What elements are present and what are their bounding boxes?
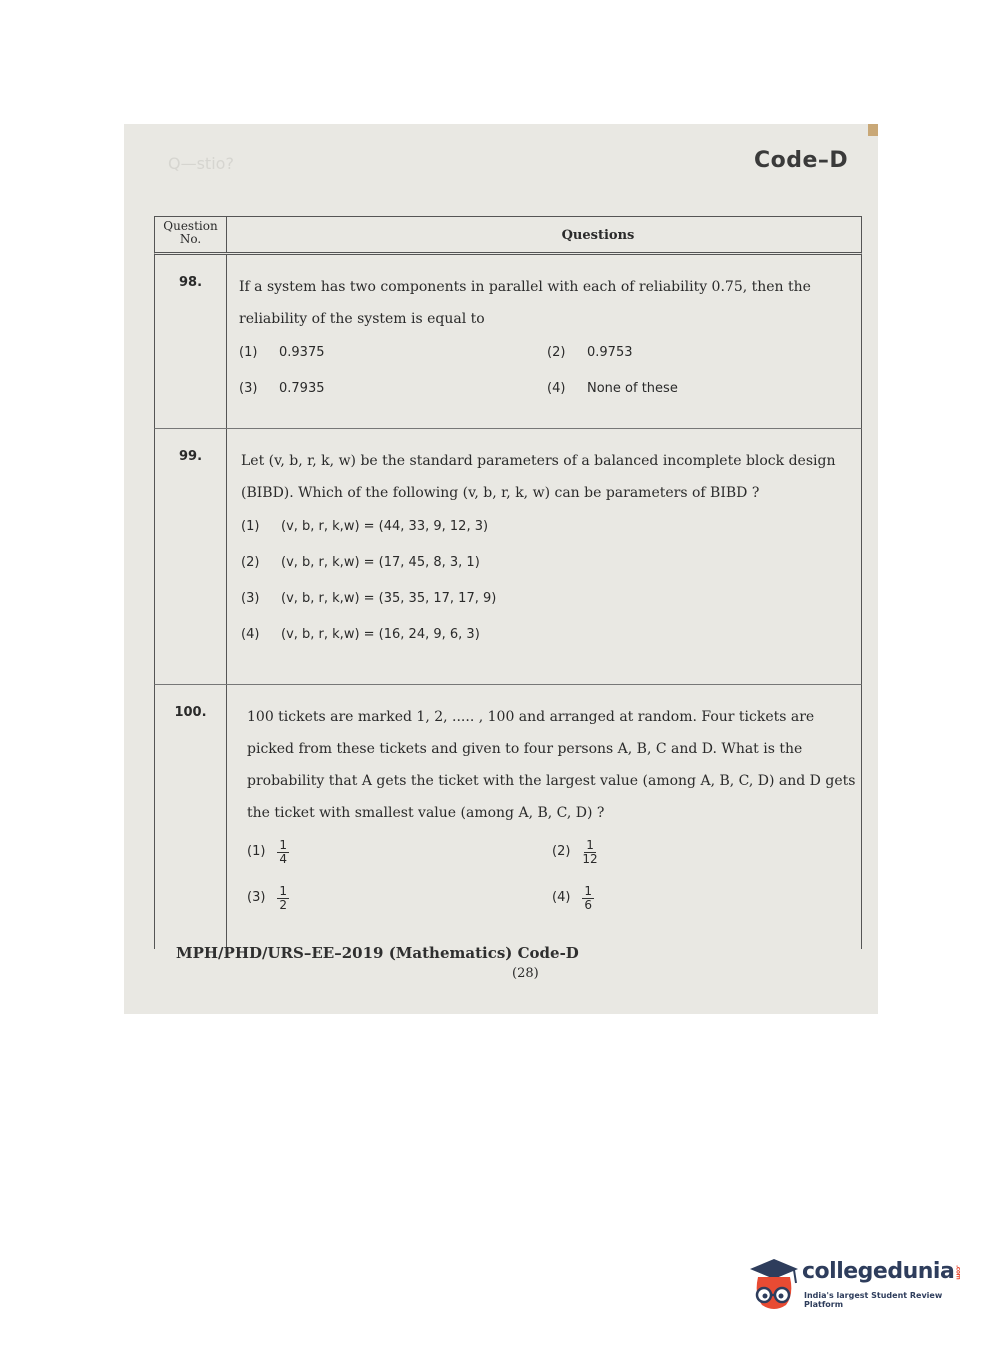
option-4: (4) None of these — [547, 381, 678, 396]
logo-tagline: India's largest Student Review Platform — [804, 1291, 943, 1309]
fraction: $\frac{1}{2}$ — [279, 883, 288, 912]
page-number: (28) — [512, 966, 539, 981]
question-number: 100. — [155, 685, 227, 949]
logo-wordmark: collegedunia.com — [802, 1259, 962, 1284]
questions-table — [154, 216, 862, 949]
option-1: (1) 0.9375 — [239, 345, 325, 360]
question-text: 100 tickets are marked 1, 2, ..... , 100 and arranged at random. Four tickets are picked from these tickets and given to four persons A, B, C and D. What is the probability that A gets the ticket with the largest value (among A, B, C, D) and D gets the ticket with smallest value (among A, B, C, D) ? — [247, 709, 856, 821]
question-no-header: Question No. — [155, 217, 227, 252]
option-1: (1) $\frac{1}{4}$ — [247, 837, 288, 866]
code-label: Code–D — [754, 148, 849, 173]
option-2: (2) $\frac{1}{12}$ — [552, 837, 598, 866]
fraction: $\frac{1}{12}$ — [582, 837, 598, 866]
option-3: (3) 0.7935 — [239, 381, 325, 396]
question-text: Let (v, b, r, k, w) be the standard parameters of a balanced incomplete block design (BIBD). Which of the following (v, b, r, k, w) can be parameters of BIBD ? — [241, 453, 836, 501]
option-2: (2) 0.9753 — [547, 345, 633, 360]
page-corner-tab — [868, 124, 878, 136]
questions-header: Questions — [561, 228, 635, 243]
scanned-exam-page — [124, 124, 878, 1014]
faint-header-text: Q—stio? — [168, 154, 234, 173]
option-4: (4) (v, b, r, k,w) = (16, 24, 9, 6, 3) — [241, 627, 480, 642]
options — [247, 829, 857, 921]
options — [239, 335, 855, 407]
question-number: 98. — [155, 255, 227, 428]
page-footer: MPH/PHD/URS–EE–2019 (Mathematics) Code-D — [176, 944, 579, 962]
question-row-99 — [154, 429, 862, 685]
option-1: (1) (v, b, r, k,w) = (44, 33, 9, 12, 3) — [241, 519, 489, 534]
table-header — [154, 216, 862, 255]
option-2: (2) (v, b, r, k,w) = (17, 45, 8, 3, 1) — [241, 555, 480, 570]
question-number: 99. — [155, 429, 227, 684]
options — [241, 509, 857, 653]
student-mascot-icon — [744, 1255, 804, 1313]
question-row-100 — [154, 685, 862, 949]
question-row-98 — [154, 255, 862, 429]
fraction: $\frac{1}{6}$ — [584, 883, 593, 912]
option-3: (3) $\frac{1}{2}$ — [247, 883, 288, 912]
fraction: $\frac{1}{4}$ — [279, 837, 288, 866]
collegedunia-logo — [744, 1249, 974, 1319]
question-text: If a system has two components in parallel with each of reliability 0.75, then the reliability of the system is equal to — [239, 279, 811, 327]
option-4: (4) $\frac{1}{6}$ — [552, 883, 593, 912]
option-3: (3) (v, b, r, k,w) = (35, 35, 17, 17, 9) — [241, 591, 497, 606]
